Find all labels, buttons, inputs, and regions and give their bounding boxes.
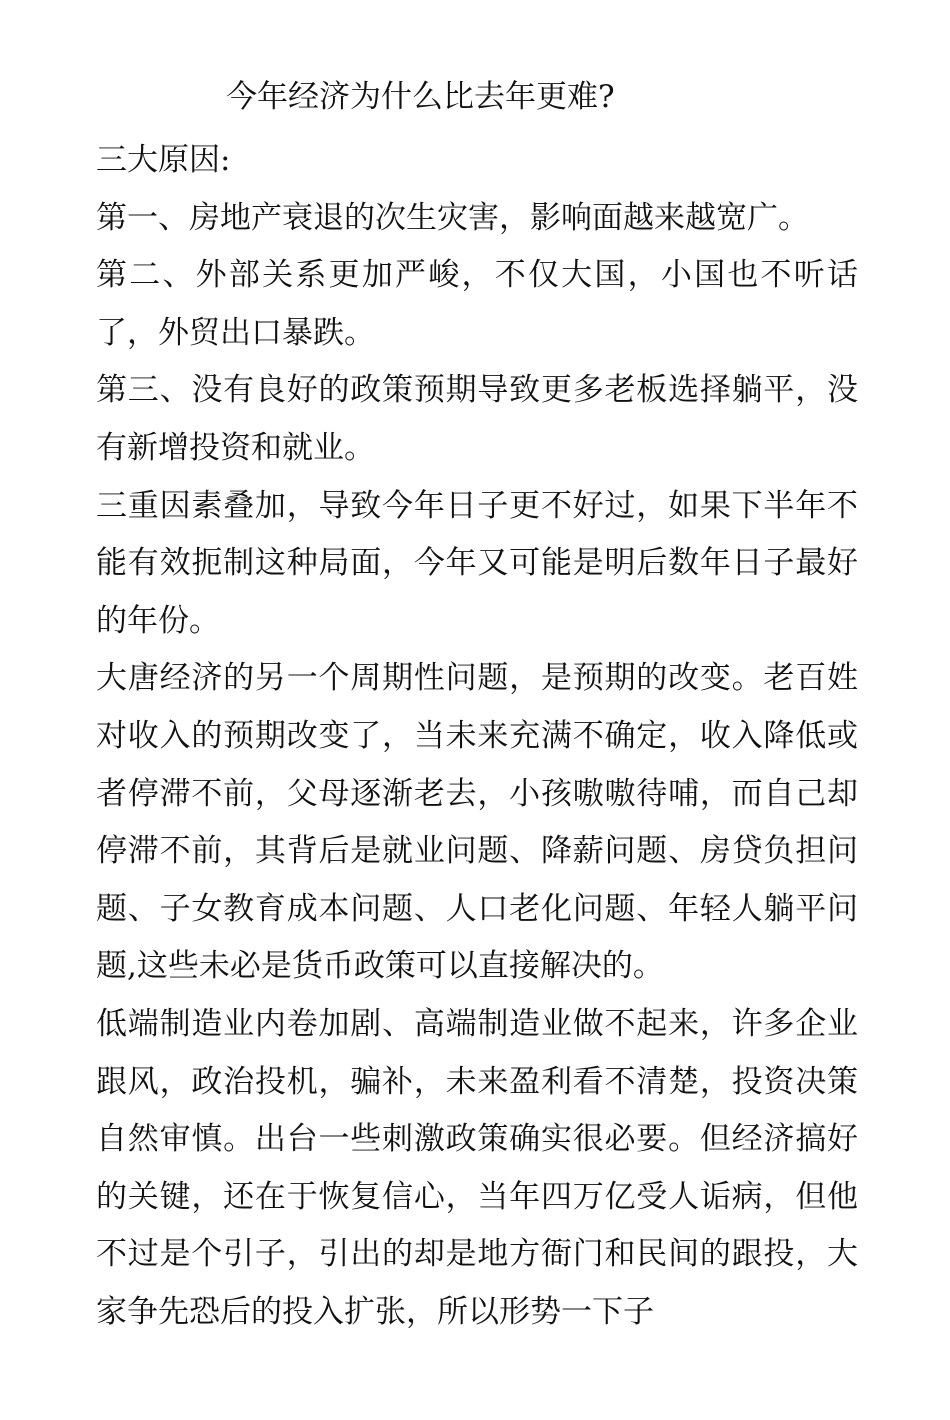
document-body xyxy=(96,132,858,1341)
paragraph-summary: 三重因素叠加，导致今年日子更不好过，如果下半年不能有效扼制这种局面，今年又可能是明后数年日子最好的年份。 xyxy=(96,487,858,639)
paragraph-intro: 三大原因: xyxy=(96,142,231,178)
paragraph-expectations: 大唐经济的另一个周期性问题，是预期的改变。老百姓对收入的预期改变了，当未来充满不确定，收入降低或者停滞不前，父母逐渐老去，小孩嗷嗷待哺，而自己却停滞不前，其背后是就业问题、降薪问题、房贷负担问题、子女教育成本问题、人口老化问题、年轻人躺平问题,这些未必是货币政策可以直接解决的。 xyxy=(96,660,858,985)
paragraph-reason-3: 第三、没有良好的政策预期导致更多老板选择躺平，没有新增投资和就业。 xyxy=(96,372,858,466)
document-title: 今年经济为什么比去年更难? xyxy=(226,79,615,115)
paragraph-reason-2: 第二、外部关系更加严峻，不仅大国，小国也不听话了，外贸出口暴跌。 xyxy=(96,257,858,351)
paragraph-manufacturing: 低端制造业内卷加剧、高端制造业做不起来，许多企业跟风，政治投机，骗补，未来盈利看不清楚，投资决策自然审慎。出台一些刺激政策确实很必要。但经济搞好的关键，还在于恢复信心，当年四万亿受人诟病，但他不过是个引子，引出的却是地方衙门和民间的跟投，大家争先恐后的投入扩张，所以形势一下子 xyxy=(96,1005,858,1330)
paragraph-reason-1: 第一、房地产衰退的次生灾害，影响面越来越宽广。 xyxy=(96,199,809,236)
